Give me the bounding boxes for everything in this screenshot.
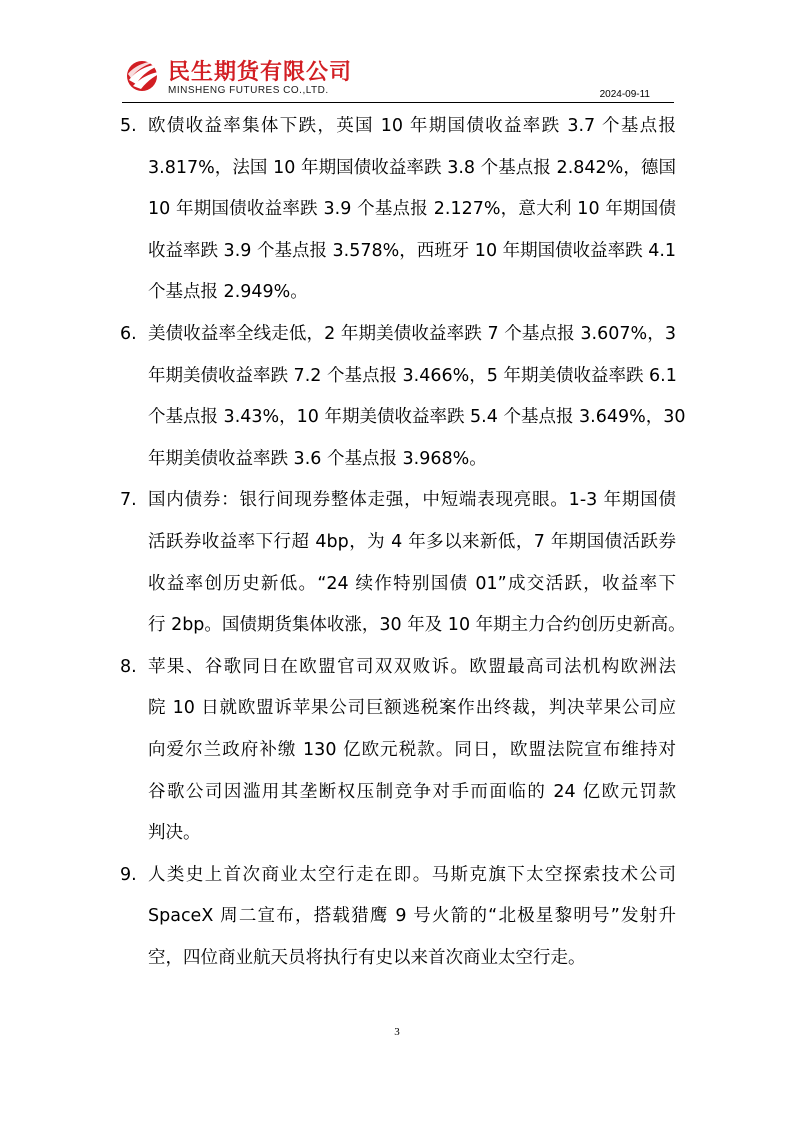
list-item [120,480,686,646]
list-item [120,106,676,314]
item-text-line: 年期美债收益率跌 7.2 个基点报 3.466%，5 年期美债收益率跌 6.1 [148,365,677,386]
item-text-line: 谷歌公司因滥用其垄断权压制竞争对手而面临的 24 亿欧元罚款 [148,781,676,802]
item-text-line: 10 年期国债收益率跌 3.9 个基点报 2.127%，意大利 10 年期国债 [148,199,676,220]
item-text-line: 活跃券收益率下行超 4bp，为 4 年多以来新低，7 年期国债活跃券 [148,531,676,552]
list-item [120,855,676,980]
item-text-line: 年期美债收益率跌 3.6 个基点报 3.968%。 [148,448,487,469]
report-date: 2024-09-11 [599,89,650,100]
item-text-line: 欧债收益率集体下跌，英国 10 年期国债收益率跌 3.7 个基点报 [148,116,676,136]
item-text-line: 向爱尔兰政府补缴 130 亿欧元税款。同日，欧盟法院宣布维持对 [148,739,676,760]
item-number: 8. [120,656,137,677]
item-text-line: 个基点报 3.43%，10 年期美债收益率跌 5.4 个基点报 3.649%，30 [148,407,686,428]
page-number: 3 [394,1026,400,1038]
item-number: 9. [120,864,137,885]
list-item [120,647,676,855]
item-text-line: 院 10 日就欧盟诉苹果公司巨额逃税案作出终裁，判决苹果公司应 [148,698,676,719]
page-header [0,0,794,110]
item-text-line: 人类史上首次商业太空行走在即。马斯克旗下太空探索技术公司 [148,864,676,885]
item-text-line: 行 2bp。国债期货集体收涨，30 年及 10 年期主力合约创历史新高。 [148,615,686,636]
item-number: 5. [120,116,137,136]
item-text-line: SpaceX 周二宣布，搭载猎鹰 9 号火箭的“北极星黎明号”发射升 [148,906,676,927]
item-text-line: 收益率创历史新低。“24 续作特别国债 01”成交活跃，收益率下 [148,573,676,594]
item-text-line: 个基点报 2.949%。 [148,282,308,303]
item-text-line: 苹果、谷歌同日在欧盟官司双双败诉。欧盟最高司法机构欧洲法 [148,656,676,677]
minsheng-logo-icon [124,58,166,92]
item-text-line: 美债收益率全线走低，2 年期美债收益率跌 7 个基点报 3.607%，3 [148,323,676,344]
item-text-line: 收益率跌 3.9 个基点报 3.578%，西班牙 10 年期国债收益率跌 4.1 [148,240,677,261]
item-text-line: 空，四位商业航天员将执行有史以来首次商业太空行走。 [148,947,586,968]
item-text-line: 3.817%，法国 10 年期国债收益率跌 3.8 个基点报 2.842%，德国 [148,157,676,178]
brand-name-cn: 民生期货有限公司 [168,60,353,85]
header-divider [122,102,674,103]
news-list [120,106,686,979]
item-number: 7. [120,490,137,511]
list-item [120,314,686,480]
item-text-line: 判决。 [148,823,201,844]
brand-name-en: MINSHENG FUTURES CO.,LTD. [168,85,329,96]
item-text-line: 国内债券：银行间现券整体走强，中短端表现亮眼。1-3 年期国债 [148,490,676,511]
item-number: 6. [120,323,137,344]
